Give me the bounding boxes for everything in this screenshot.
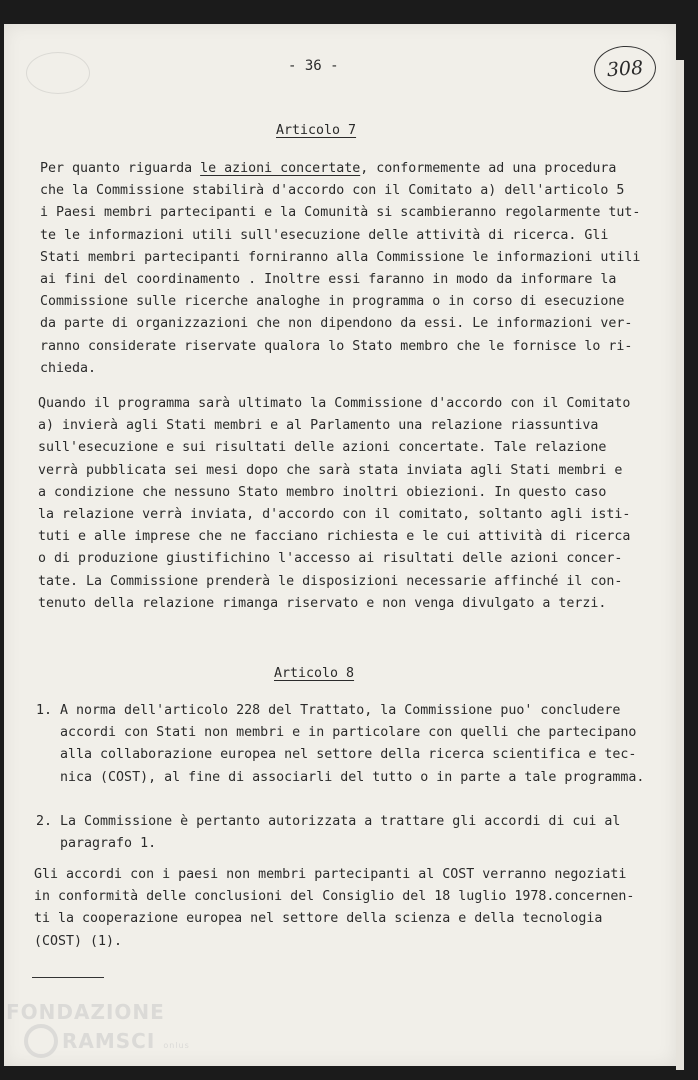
gramsci-logo-icon [24, 1024, 58, 1058]
underlined-phrase: le azioni concertate [200, 161, 361, 176]
footnote-rule [32, 977, 104, 978]
article-8-closing-paragraph: Gli accordi con i paesi non membri partecipanti al COST verranno negoziati in conformità delle conclusioni del Consiglio del 18 luglio 1978.concernen- ti la cooperazione europea nel settore della scienza e della tecnologia (COST) (1). [34, 867, 635, 949]
article-8-list: 1. A norma dell'articolo 228 del Trattato, la Commissione puo' concludere accordi con Stati non membri e in particolare con quelli che partecipano alla collaborazione europea nel settore della ricerca scientifica e tec- nica (COST), al fine di associarli del tutto o in parte a tale programma. 2. La Commissione è pertanto autorizzata a trattare gli accordi di cui al paragrafo 1. [36, 703, 645, 852]
article-7-title: Articolo 7 [276, 123, 357, 138]
watermark: FONDAZIONE RAMSCI onlus [6, 1000, 190, 1058]
archive-stamp: 308 [592, 44, 657, 94]
article-7-paragraph-1: Per quanto riguarda le azioni concertate, conformemente ad una procedura che la Commissione stabilirà d'accordo con il Comitato a) dell'articolo 5 i Paesi membri partecipanti e la Comunità si scambieranno regolarmente tut- te le informazioni utili sull'esecuzione delle attività di ricerca. Gli Stati membri partecipanti forniranno alla Commissione le informazioni utili ai fini del coordinamento . Inoltre essi faranno in modo da informare la Commissione sulle ricerche analoghe in programma o in corso di esecuzione da parte di organizzazioni che non dipendono da essi. Le informazioni ver- ranno considerate riservate qualora lo Stato membro che le fornisce lo ri- chieda. [40, 161, 641, 376]
page-number: - 36 - [288, 58, 339, 74]
article-8-title: Articolo 8 [274, 666, 355, 681]
page-edge [676, 60, 684, 1070]
faint-stamp [26, 52, 90, 94]
article-7-paragraph-2: Quando il programma sarà ultimato la Commissione d'accordo con il Comitato a) invierà agli Stati membri e al Parlamento una relazione riassuntiva sull'esecuzione e sui risultati delle azioni concertate. Tale relazione verrà pubblicata sei mesi dopo che sarà stata inviata agli Stati membri e a condizione che nessuno Stato membro inoltri obiezioni. In questo caso la relazione verrà inviata, d'accordo con il comitato, soltanto agli isti- tuti e alle imprese che ne facciano richiesta e le cui attività di ricerca o di produzione giustifichino l'accesso ai risultati delle azioni concer- tate. La Commissione prenderà le disposizioni necessarie affinché il con- tenuto della relazione rimanga riservato e non venga divulgato a terzi. [38, 396, 631, 611]
